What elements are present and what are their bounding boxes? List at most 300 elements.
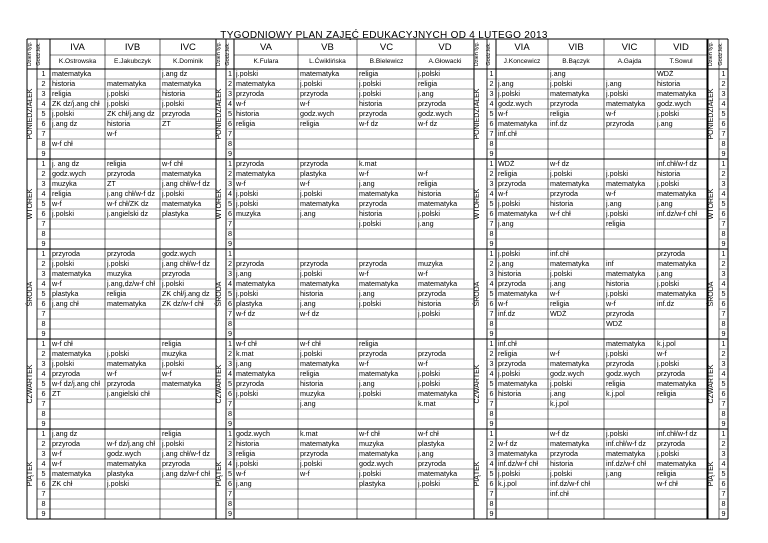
lesson-cell: [606, 400, 654, 409]
lesson-cell: [606, 140, 654, 149]
lesson-cell: matematyka: [498, 210, 538, 218]
lesson-cell: [162, 410, 215, 419]
lesson-cell: [606, 230, 654, 239]
lesson-cell: przyroda: [359, 110, 387, 118]
lesson-cell: matematyka: [550, 440, 590, 448]
day-of-week-label: Dzień tyg.: [27, 41, 33, 67]
lesson-cell: matematyka: [606, 450, 646, 458]
lesson-cell: matematyka: [236, 80, 276, 88]
lesson-number: 5: [489, 379, 494, 388]
lesson-cell: w-f: [52, 460, 62, 468]
lesson-cell: [359, 240, 415, 249]
lesson-cell: [418, 230, 473, 239]
lesson-cell: [300, 230, 356, 239]
lesson-cell: [418, 160, 473, 169]
lesson-number: 9: [489, 329, 494, 338]
lesson-cell: [300, 140, 356, 149]
lesson-cell: przyroda: [107, 380, 135, 388]
lesson-cell: j.polski: [606, 170, 628, 178]
lesson-number: 9: [721, 149, 726, 158]
lesson-number: 6: [721, 209, 726, 218]
lesson-cell: matematyka: [236, 370, 276, 378]
lesson-cell: [657, 220, 706, 229]
lesson-cell: j.ang: [236, 480, 252, 488]
lesson-cell: matematyka: [236, 170, 276, 178]
lesson-number: 7: [41, 219, 46, 228]
lesson-cell: w-f: [52, 280, 62, 288]
lesson-cell: [162, 500, 215, 509]
lesson-cell: [52, 400, 104, 409]
lesson-cell: inf.dz/w-f chł: [550, 480, 590, 488]
lesson-cell: muzyka: [162, 350, 187, 358]
lesson-number: 5: [41, 469, 46, 478]
lesson-cell: w-f dz: [236, 310, 256, 318]
lesson-number: 5: [721, 379, 726, 388]
lesson-cell: w-f dz: [550, 430, 570, 438]
lesson-number: 4: [228, 459, 232, 468]
day-label-4: PIĄTEK: [27, 461, 34, 487]
lesson-cell: [550, 320, 603, 329]
lesson-number: 3: [721, 359, 726, 368]
lesson-number: 6: [41, 209, 46, 218]
lesson-number: 7: [228, 129, 232, 138]
lesson-number: 5: [228, 109, 232, 118]
lesson-number: 9: [721, 239, 726, 248]
lesson-cell: j.ang chł: [52, 300, 79, 308]
lesson-cell: plastyka: [236, 300, 263, 308]
lesson-cell: [107, 410, 159, 419]
lesson-number: 1: [228, 249, 232, 258]
lesson-cell: ZK chł/j.ang dz: [107, 110, 155, 118]
lesson-cell: j.polski: [606, 90, 628, 98]
lesson-cell: godz.wych: [498, 100, 532, 108]
lesson-cell: [498, 150, 547, 159]
lesson-cell: j.angielski dz: [107, 210, 149, 218]
lesson-cell: j.polski: [606, 350, 628, 358]
lesson-number: 2: [489, 259, 494, 268]
lesson-cell: [418, 320, 473, 329]
lesson-cell: w-f dz/j.ang chł: [107, 440, 155, 448]
lesson-cell: j.polski: [300, 190, 322, 198]
lesson-number: 3: [489, 179, 494, 188]
lesson-cell: [52, 220, 104, 229]
lesson-number: 8: [41, 229, 46, 238]
lesson-cell: matematyka: [657, 460, 697, 468]
lesson-cell: [418, 510, 473, 519]
lesson-cell: godz.wych: [52, 170, 86, 178]
lesson-cell: [236, 240, 297, 249]
lesson-cell: historia: [300, 290, 324, 298]
lesson-cell: [236, 320, 297, 329]
lesson-cell: [550, 230, 603, 239]
lesson-number: 7: [41, 309, 46, 318]
lesson-cell: [162, 320, 215, 329]
lesson-cell: [418, 340, 473, 349]
lesson-cell: [162, 390, 215, 399]
lesson-cell: [52, 240, 104, 249]
lesson-cell: [300, 320, 356, 329]
lesson-number: 7: [721, 309, 726, 318]
lesson-cell: j.polski: [359, 90, 381, 98]
lesson-cell: j.ang: [236, 360, 252, 368]
lesson-cell: j.ang chł/w-f dz: [162, 450, 210, 458]
lesson-cell: [498, 400, 547, 409]
lesson-cell: j.ang: [359, 380, 375, 388]
class-teacher: K.Fulara: [253, 58, 279, 65]
lesson-cell: [300, 130, 356, 139]
lesson-cell: [606, 330, 654, 339]
lesson-cell: w-f: [498, 110, 508, 118]
lesson-number: 5: [228, 289, 232, 298]
class-teacher: A.Głowacki: [428, 58, 462, 65]
lesson-number: 8: [721, 499, 726, 508]
day-label-2: ŚRODA: [27, 281, 34, 307]
lesson-cell: [498, 430, 547, 439]
lesson-cell: j.polski: [418, 370, 440, 378]
lesson-cell: ZT: [52, 390, 61, 398]
lesson-cell: matematyka: [498, 120, 538, 128]
lesson-cell: [606, 490, 654, 499]
lesson-cell: j.ang: [359, 290, 375, 298]
lesson-cell: godz.wych: [550, 370, 584, 378]
lesson-number: 4: [489, 369, 494, 378]
class-name: VD: [438, 42, 452, 53]
lesson-cell: przyroda: [359, 260, 387, 268]
lesson-cell: godz.wych: [162, 250, 196, 258]
class-teacher: J.Koncewicz: [503, 58, 541, 65]
lesson-cell: matematyka: [418, 470, 458, 478]
lesson-number: 4: [489, 189, 494, 198]
lesson-number: 3: [228, 449, 232, 458]
class-name: VID: [673, 42, 689, 53]
lesson-cell: j.polski: [657, 110, 679, 118]
lesson-cell: [657, 130, 706, 139]
lesson-number: 9: [41, 149, 46, 158]
lesson-number: 7: [228, 399, 232, 408]
lesson-cell: [657, 490, 706, 499]
class-name: IVC: [180, 42, 196, 53]
lesson-cell: [107, 140, 159, 149]
lesson-cell: [52, 310, 104, 319]
lesson-cell: [107, 330, 159, 339]
lesson-number: 7: [41, 399, 46, 408]
lesson-cell: ZT: [107, 180, 116, 188]
lesson-cell: [162, 310, 215, 319]
lesson-cell: ZT: [162, 120, 171, 128]
lesson-cell: historia: [300, 380, 324, 388]
lesson-cell: matematyka: [606, 100, 646, 108]
day-label-1: WTOREK: [27, 188, 34, 220]
lesson-cell: [300, 240, 356, 249]
lesson-cell: przyroda: [236, 90, 264, 98]
lesson-cell: j.ang dz: [52, 430, 78, 438]
lesson-cell: [550, 410, 603, 419]
lesson-number: 3: [228, 89, 232, 98]
lesson-cell: przyroda: [550, 190, 578, 198]
lesson-cell: religia: [107, 160, 127, 168]
class-teacher: B.Bączyk: [562, 58, 590, 65]
lesson-cell: przyroda: [498, 180, 526, 188]
lesson-cell: przyroda: [606, 120, 634, 128]
lesson-cell: w-f chł: [657, 480, 678, 488]
lesson-cell: [107, 400, 159, 409]
lesson-cell: [606, 410, 654, 419]
lesson-number: 8: [228, 499, 232, 508]
lesson-cell: j.ang: [657, 120, 673, 128]
lesson-cell: inf.chł/w-f dz: [657, 430, 697, 438]
lesson-cell: j.ang: [418, 220, 434, 228]
lesson-cell: matematyka: [107, 80, 147, 88]
lesson-cell: [606, 240, 654, 249]
lesson-cell: przyroda: [418, 460, 446, 468]
lesson-number: 3: [41, 359, 46, 368]
lesson-cell: matematyka: [606, 340, 646, 348]
lesson-number: 7: [489, 489, 494, 498]
lesson-cell: [359, 330, 415, 339]
lesson-number: 4: [489, 459, 494, 468]
lesson-cell: j.polski: [52, 210, 74, 218]
lesson-cell: przyroda: [107, 170, 135, 178]
lesson-number: 2: [489, 349, 494, 358]
lesson-cell: j.polski: [657, 360, 679, 368]
lesson-number: 7: [489, 219, 494, 228]
lesson-cell: [359, 400, 415, 409]
lesson-number: 1: [489, 429, 494, 438]
lesson-cell: [657, 310, 706, 319]
lesson-cell: matematyka: [300, 280, 340, 288]
lesson-cell: j. ang dz: [52, 160, 80, 168]
lesson-number: 3: [721, 89, 726, 98]
lesson-cell: przyroda: [236, 380, 264, 388]
lesson-cell: inf.dz/w-f chł: [606, 460, 646, 468]
lesson-cell: w-f chł: [418, 430, 439, 438]
lesson-number: 1: [228, 339, 232, 348]
lesson-cell: [162, 510, 215, 519]
lesson-cell: matematyka: [236, 280, 276, 288]
lesson-cell: [107, 70, 159, 79]
lesson-cell: j.polski: [236, 200, 258, 208]
lesson-hour-label: Godz.lek.: [36, 42, 42, 66]
lesson-cell: historia: [359, 100, 383, 108]
lesson-number: 5: [489, 469, 494, 478]
lesson-number: 3: [489, 449, 494, 458]
day-label-1: WTOREK: [474, 188, 481, 220]
lesson-number: 9: [489, 149, 494, 158]
day-label-2: ŚRODA: [708, 281, 715, 307]
day-label-0: PONIEDZIAŁEK: [27, 88, 34, 140]
lesson-cell: [359, 250, 415, 259]
lesson-cell: WDŹ: [657, 70, 674, 78]
lesson-cell: przyroda: [300, 160, 328, 168]
lesson-cell: j.ang: [300, 300, 316, 308]
lesson-number: 3: [489, 269, 494, 278]
lesson-cell: plastyka: [359, 480, 386, 488]
lesson-cell: [359, 500, 415, 509]
lesson-number: 7: [721, 129, 726, 138]
lesson-cell: [498, 490, 547, 499]
lesson-number: 7: [721, 489, 726, 498]
lesson-number: 2: [489, 79, 494, 88]
lesson-number: 2: [228, 259, 232, 268]
lesson-cell: ZK dz/j.ang chł: [52, 100, 100, 108]
lesson-cell: religia: [657, 470, 677, 478]
lesson-number: 1: [489, 339, 494, 348]
lesson-cell: matematyka: [359, 280, 399, 288]
lesson-cell: w-f chł: [550, 210, 571, 218]
lesson-cell: matematyka: [300, 360, 340, 368]
lesson-cell: historia: [657, 80, 681, 88]
day-label-3: CZWARTEK: [27, 364, 34, 404]
lesson-cell: muzyka: [300, 390, 325, 398]
lesson-cell: [300, 420, 356, 429]
lesson-number: 1: [721, 69, 726, 78]
lesson-cell: j.polski: [236, 390, 258, 398]
lesson-cell: [498, 330, 547, 339]
lesson-number: 4: [228, 99, 232, 108]
lesson-cell: przyroda: [550, 100, 578, 108]
class-name: VB: [321, 42, 334, 53]
lesson-cell: matematyka: [359, 450, 399, 458]
lesson-number: 1: [41, 429, 46, 438]
day-label-1: WTOREK: [708, 188, 715, 220]
lesson-cell: matematyka: [359, 370, 399, 378]
lesson-cell: przyroda: [606, 310, 634, 318]
lesson-number: 8: [721, 139, 726, 148]
day-label-3: CZWARTEK: [474, 364, 481, 404]
lesson-number: 1: [41, 69, 46, 78]
lesson-number: 6: [721, 119, 726, 128]
lesson-number: 8: [489, 409, 494, 418]
lesson-cell: j.ang: [657, 270, 673, 278]
lesson-cell: j.ang,dz/w-f chł: [107, 280, 155, 288]
lesson-cell: [236, 330, 297, 339]
lesson-number: 3: [228, 269, 232, 278]
lesson-cell: j.angielski chł: [107, 390, 150, 398]
lesson-cell: inf.dz/w-f chł: [657, 210, 697, 218]
lesson-cell: w-f dz: [359, 120, 379, 128]
lesson-cell: [498, 230, 547, 239]
lesson-cell: przyroda: [498, 280, 526, 288]
lesson-cell: przyroda: [418, 350, 446, 358]
day-of-week-label: Dzień tyg.: [474, 41, 480, 67]
lesson-cell: [498, 410, 547, 419]
lesson-cell: przyroda: [550, 450, 578, 458]
lesson-cell: [418, 150, 473, 159]
lesson-cell: j.ang dz: [162, 70, 188, 78]
lesson-cell: religia: [359, 70, 379, 78]
lesson-cell: [52, 320, 104, 329]
lesson-cell: [162, 140, 215, 149]
lesson-cell: k.mat: [300, 430, 318, 438]
lesson-number: 3: [489, 359, 494, 368]
lesson-number: 4: [41, 369, 46, 378]
lesson-number: 3: [228, 359, 232, 368]
lesson-number: 1: [489, 69, 494, 78]
lesson-number: 4: [41, 459, 46, 468]
lesson-cell: j.ang: [418, 90, 434, 98]
lesson-cell: w-f: [107, 130, 117, 138]
lesson-number: 7: [489, 129, 494, 138]
lesson-cell: religia: [236, 120, 256, 128]
lesson-number: 7: [489, 309, 494, 318]
lesson-number: 2: [489, 169, 494, 178]
lesson-number: 7: [41, 489, 46, 498]
lesson-cell: w-f: [657, 350, 667, 358]
lesson-cell: [162, 230, 215, 239]
lesson-cell: j.ang: [550, 70, 566, 78]
lesson-number: 2: [228, 349, 232, 358]
lesson-cell: historia: [418, 300, 442, 308]
lesson-cell: religia: [550, 300, 570, 308]
lesson-number: 9: [489, 239, 494, 248]
lesson-cell: inf.chł/w-f dz: [657, 160, 697, 168]
lesson-cell: j.polski: [107, 90, 129, 98]
lesson-cell: j.polski: [550, 380, 572, 388]
lesson-cell: j.polski: [236, 290, 258, 298]
lesson-cell: przyroda: [236, 260, 264, 268]
lesson-cell: j.polski: [236, 70, 258, 78]
lesson-cell: j.polski: [107, 260, 129, 268]
lesson-number: 6: [721, 479, 726, 488]
lesson-cell: j.ang chł/w-f dz: [162, 180, 210, 188]
lesson-number: 3: [721, 449, 726, 458]
day-label-0: PONIEDZIAŁEK: [216, 88, 223, 140]
lesson-number: 8: [228, 409, 232, 418]
lesson-cell: w-f dz: [418, 120, 438, 128]
class-teacher: K.Dominik: [172, 58, 204, 65]
lesson-cell: ZK chł: [52, 480, 73, 488]
lesson-cell: religia: [498, 350, 518, 358]
lesson-cell: [162, 220, 215, 229]
lesson-number: 8: [721, 409, 726, 418]
lesson-number: 8: [721, 319, 726, 328]
lesson-cell: j.polski: [236, 190, 258, 198]
lesson-number: 6: [489, 389, 494, 398]
lesson-cell: plastyka: [300, 170, 327, 178]
lesson-cell: j.polski: [236, 460, 258, 468]
lesson-number: 9: [228, 329, 232, 338]
lesson-cell: matematyka: [300, 440, 340, 448]
lesson-cell: [550, 330, 603, 339]
lesson-cell: j.polski: [606, 290, 628, 298]
class-teacher: E.Jakubczyk: [113, 58, 151, 65]
lesson-cell: religia: [52, 190, 72, 198]
lesson-cell: j.polski: [418, 480, 440, 488]
lesson-cell: [162, 130, 215, 139]
class-teacher: L.Ćwiklińska: [309, 58, 346, 65]
day-label-0: PONIEDZIAŁEK: [474, 88, 481, 140]
lesson-cell: [236, 150, 297, 159]
lesson-cell: k.mat: [359, 160, 377, 168]
lesson-cell: godz.wych: [418, 110, 452, 118]
lesson-cell: j.polski: [418, 310, 440, 318]
lesson-number: 4: [721, 369, 726, 378]
lesson-cell: [107, 430, 159, 439]
lesson-cell: [52, 500, 104, 509]
lesson-number: 6: [41, 479, 46, 488]
lesson-number: 3: [721, 179, 726, 188]
lesson-cell: inf: [606, 260, 614, 268]
lesson-cell: religia: [107, 290, 127, 298]
lesson-cell: j.ang: [498, 80, 514, 88]
lesson-cell: j.polski: [300, 460, 322, 468]
lesson-number: 2: [41, 259, 46, 268]
lesson-number: 5: [41, 109, 46, 118]
lesson-cell: [550, 130, 603, 139]
lesson-cell: muzyka: [107, 270, 132, 278]
class-teacher: K.Ostrowska: [58, 58, 97, 65]
lesson-number: 4: [228, 279, 232, 288]
